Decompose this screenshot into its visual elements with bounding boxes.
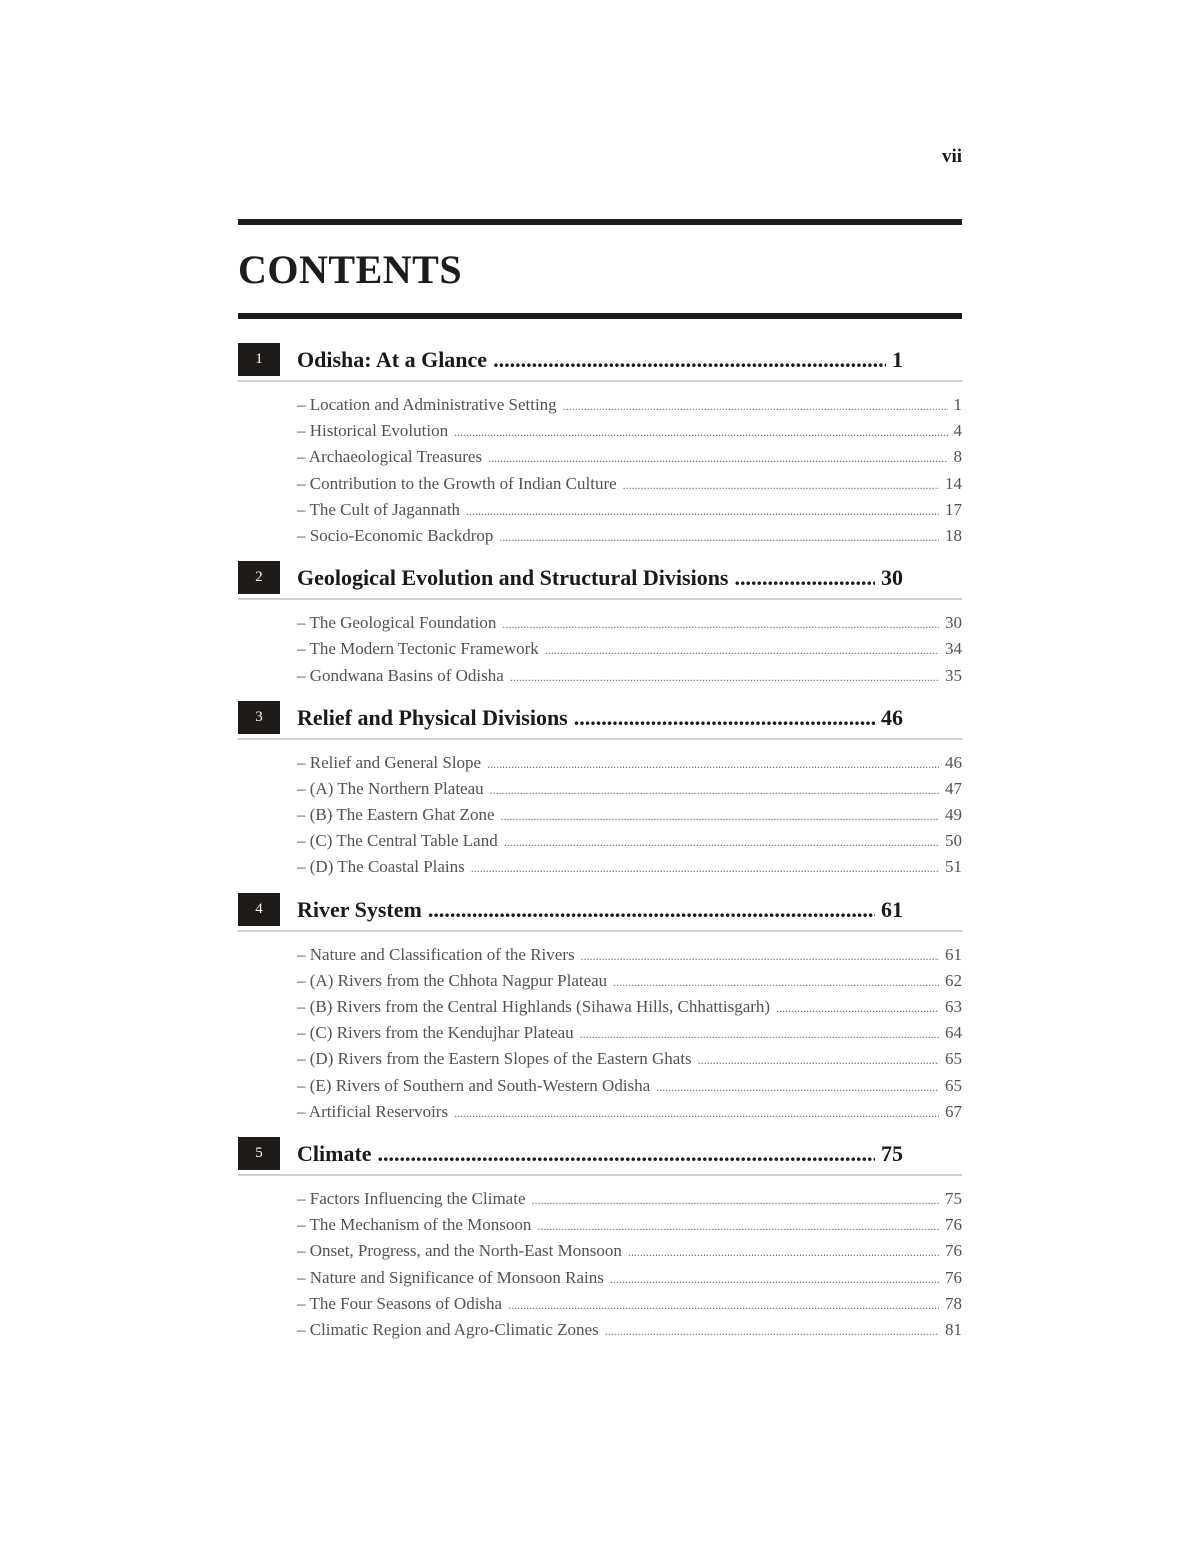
dot-leader	[510, 664, 939, 690]
dot-leader	[502, 611, 939, 637]
toc-entry[interactable]	[297, 418, 962, 444]
chapter-underline	[238, 598, 962, 600]
chapter-title-line	[297, 701, 903, 735]
dot-leader	[735, 561, 876, 595]
dot-leader	[581, 943, 939, 969]
entry-title: – Socio-Economic Backdrop	[297, 525, 494, 545]
toc-entry[interactable]	[297, 802, 962, 828]
entry-page-number: 67	[945, 1101, 962, 1121]
page-title: CONTENTS	[238, 247, 463, 292]
chapter-page-number: 30	[881, 565, 903, 591]
dot-leader	[466, 498, 939, 524]
toc-entry[interactable]	[297, 663, 962, 689]
dot-leader	[537, 1213, 939, 1239]
chapter-underline	[238, 738, 962, 740]
toc-entry[interactable]	[297, 1265, 962, 1291]
entry-title: – Contribution to the Growth of Indian Culture	[297, 473, 617, 493]
entry-title: – The Modern Tectonic Framework	[297, 639, 539, 659]
dot-leader	[504, 829, 939, 855]
chapter-title-line	[297, 343, 903, 377]
chapter-section	[238, 1137, 962, 1355]
entry-title: – (B) The Eastern Ghat Zone	[297, 805, 495, 825]
toc-entry[interactable]	[297, 392, 962, 418]
dot-leader	[574, 701, 875, 735]
chapter-underline	[238, 930, 962, 932]
dot-leader	[698, 1047, 939, 1073]
dot-leader	[378, 1137, 875, 1171]
entry-list	[238, 599, 962, 701]
toc-entry[interactable]	[297, 610, 962, 636]
entry-title: – Factors Influencing the Climate	[297, 1188, 526, 1208]
dot-leader	[776, 995, 939, 1021]
toc-entry[interactable]	[297, 1073, 962, 1099]
chapter-page-number: 75	[881, 1140, 903, 1166]
chapter-heading[interactable]	[238, 1137, 962, 1175]
dot-leader	[493, 343, 886, 377]
entry-title: – The Cult of Jagannath	[297, 499, 461, 519]
chapter-number-badge: 5	[238, 1137, 280, 1170]
entry-title: – The Geological Foundation	[297, 613, 497, 633]
entry-title: – Nature and Significance of Monsoon Rains	[297, 1267, 604, 1287]
entry-title: – (D) Rivers from the Eastern Slopes of the Eastern Ghats	[297, 1049, 692, 1069]
dot-leader	[613, 969, 939, 995]
entry-title: – Onset, Progress, and the North-East Monsoon	[297, 1241, 622, 1261]
entry-page-number: 65	[945, 1075, 962, 1095]
entry-title: – (C) Rivers from the Kendujhar Plateau	[297, 1023, 574, 1043]
chapter-page-number: 61	[881, 896, 903, 922]
entry-title: – (A) The Northern Plateau	[297, 778, 484, 798]
chapter-number-badge: 3	[238, 701, 280, 734]
chapter-section	[238, 893, 962, 1137]
toc-entry[interactable]	[297, 471, 962, 497]
entry-page-number: 49	[945, 805, 962, 825]
entry-list	[238, 739, 962, 893]
dot-leader	[628, 1239, 939, 1265]
entry-title: – Nature and Classification of the Rivers	[297, 944, 575, 964]
toc-entry[interactable]	[297, 942, 962, 968]
dot-leader	[545, 637, 939, 663]
entry-title: – The Four Seasons of Odisha	[297, 1293, 503, 1313]
chapter-section	[238, 701, 962, 893]
chapter-heading[interactable]	[238, 701, 962, 739]
chapter-title-line	[297, 893, 903, 927]
chapter-title: Geological Evolution and Structural Divisions	[297, 565, 729, 591]
chapter-underline	[238, 380, 962, 382]
entry-page-number: 61	[945, 944, 962, 964]
toc-entry[interactable]	[297, 1046, 962, 1072]
dot-leader	[605, 1318, 939, 1344]
entry-title: – Location and Administrative Setting	[297, 395, 557, 414]
toc-entry[interactable]	[297, 523, 962, 549]
entry-page-number: 65	[945, 1049, 962, 1069]
toc-entry[interactable]	[297, 1099, 962, 1125]
chapter-title: Relief and Physical Divisions	[297, 704, 568, 730]
dot-leader	[623, 472, 939, 498]
toc-entry[interactable]	[297, 750, 962, 776]
entry-title: – Relief and General Slope	[297, 752, 482, 772]
dot-leader	[471, 855, 939, 881]
dot-leader	[488, 445, 947, 471]
toc-entry[interactable]	[297, 497, 962, 523]
entry-title: – Archaeological Treasures	[297, 447, 483, 467]
chapter-heading[interactable]	[238, 893, 962, 931]
toc-entry[interactable]	[297, 636, 962, 662]
entry-page-number: 14	[945, 473, 962, 493]
entry-page-number: 46	[945, 752, 962, 772]
entry-page-number: 81	[945, 1319, 962, 1339]
entry-title: – Artificial Reservoirs	[297, 1101, 449, 1121]
chapter-title-line	[297, 1137, 903, 1171]
title-bottom-rule	[238, 313, 962, 319]
entry-list	[238, 931, 962, 1137]
entry-page-number: 76	[945, 1267, 962, 1287]
chapter-heading[interactable]	[238, 561, 962, 599]
entry-page-number: 8	[953, 447, 962, 467]
entry-page-number: 17	[945, 499, 962, 519]
dot-leader	[499, 524, 939, 550]
toc-entry[interactable]	[297, 1186, 962, 1212]
entry-title: – (A) Rivers from the Chhota Nagpur Plateau	[297, 970, 608, 990]
chapter-number-badge: 1	[238, 343, 280, 376]
chapter-page-number: 1	[892, 347, 903, 372]
chapter-number-badge: 2	[238, 561, 280, 594]
entry-title: – (B) Rivers from the Central Highlands (Sihawa Hills, Chhattisgarh)	[297, 997, 771, 1016]
chapter-title: Climate	[297, 1140, 372, 1166]
dot-leader	[500, 803, 939, 829]
entry-page-number: 35	[945, 665, 962, 685]
dot-leader	[656, 1074, 939, 1100]
chapter-title: River System	[297, 896, 422, 922]
table-of-contents	[238, 343, 962, 1355]
dot-leader	[428, 893, 875, 927]
dot-leader	[490, 777, 939, 803]
entry-page-number: 30	[945, 613, 962, 633]
entry-page-number: 50	[945, 831, 962, 851]
entry-list	[238, 1175, 962, 1355]
toc-entry[interactable]	[297, 1291, 962, 1317]
toc-entry[interactable]	[297, 828, 962, 854]
page-number: vii	[941, 146, 962, 167]
dot-leader	[454, 419, 947, 445]
dot-leader	[532, 1187, 940, 1213]
entry-title: – (D) The Coastal Plains	[297, 857, 465, 877]
toc-entry[interactable]	[297, 1020, 962, 1046]
dot-leader	[563, 393, 948, 419]
title-top-rule	[238, 219, 962, 225]
entry-page-number: 47	[945, 778, 962, 798]
toc-entry[interactable]	[297, 776, 962, 802]
chapter-number-badge: 4	[238, 893, 280, 926]
entry-page-number: 78	[945, 1293, 962, 1313]
dot-leader	[508, 1292, 939, 1318]
toc-entry[interactable]	[297, 854, 962, 880]
entry-title: – (C) The Central Table Land	[297, 831, 498, 851]
chapter-page-number: 46	[881, 704, 903, 730]
entry-page-number: 64	[945, 1023, 962, 1043]
dot-leader	[487, 751, 939, 777]
chapter-title-line	[297, 561, 903, 595]
toc-entry[interactable]	[297, 444, 962, 470]
toc-entry[interactable]	[297, 1212, 962, 1238]
entry-title: – Gondwana Basins of Odisha	[297, 665, 504, 685]
entry-title: – Historical Evolution	[297, 421, 449, 441]
dot-leader	[454, 1100, 939, 1126]
entry-page-number: 62	[945, 970, 962, 990]
entry-list	[238, 381, 962, 561]
entry-page-number: 1	[953, 395, 962, 414]
chapter-underline	[238, 1174, 962, 1176]
toc-entry[interactable]	[297, 968, 962, 994]
entry-page-number: 75	[945, 1188, 962, 1208]
entry-page-number: 63	[945, 997, 962, 1016]
dot-leader	[580, 1021, 939, 1047]
toc-entry[interactable]	[297, 994, 962, 1020]
entry-page-number: 18	[945, 525, 962, 545]
entry-title: – Climatic Region and Agro-Climatic Zones	[297, 1319, 599, 1339]
entry-title: – The Mechanism of the Monsoon	[297, 1215, 532, 1235]
entry-title: – (E) Rivers of Southern and South-Western Odisha	[297, 1075, 651, 1095]
toc-entry[interactable]	[297, 1238, 962, 1264]
dot-leader	[610, 1266, 939, 1292]
entry-page-number: 34	[945, 639, 962, 659]
entry-page-number: 76	[945, 1215, 962, 1235]
entry-page-number: 51	[945, 857, 962, 877]
entry-page-number: 76	[945, 1241, 962, 1261]
chapter-title: Odisha: At a Glance	[297, 347, 488, 372]
chapter-section	[238, 343, 962, 561]
toc-entry[interactable]	[297, 1317, 962, 1343]
chapter-heading[interactable]	[238, 343, 962, 381]
entry-page-number: 4	[953, 421, 962, 441]
chapter-section	[238, 561, 962, 701]
